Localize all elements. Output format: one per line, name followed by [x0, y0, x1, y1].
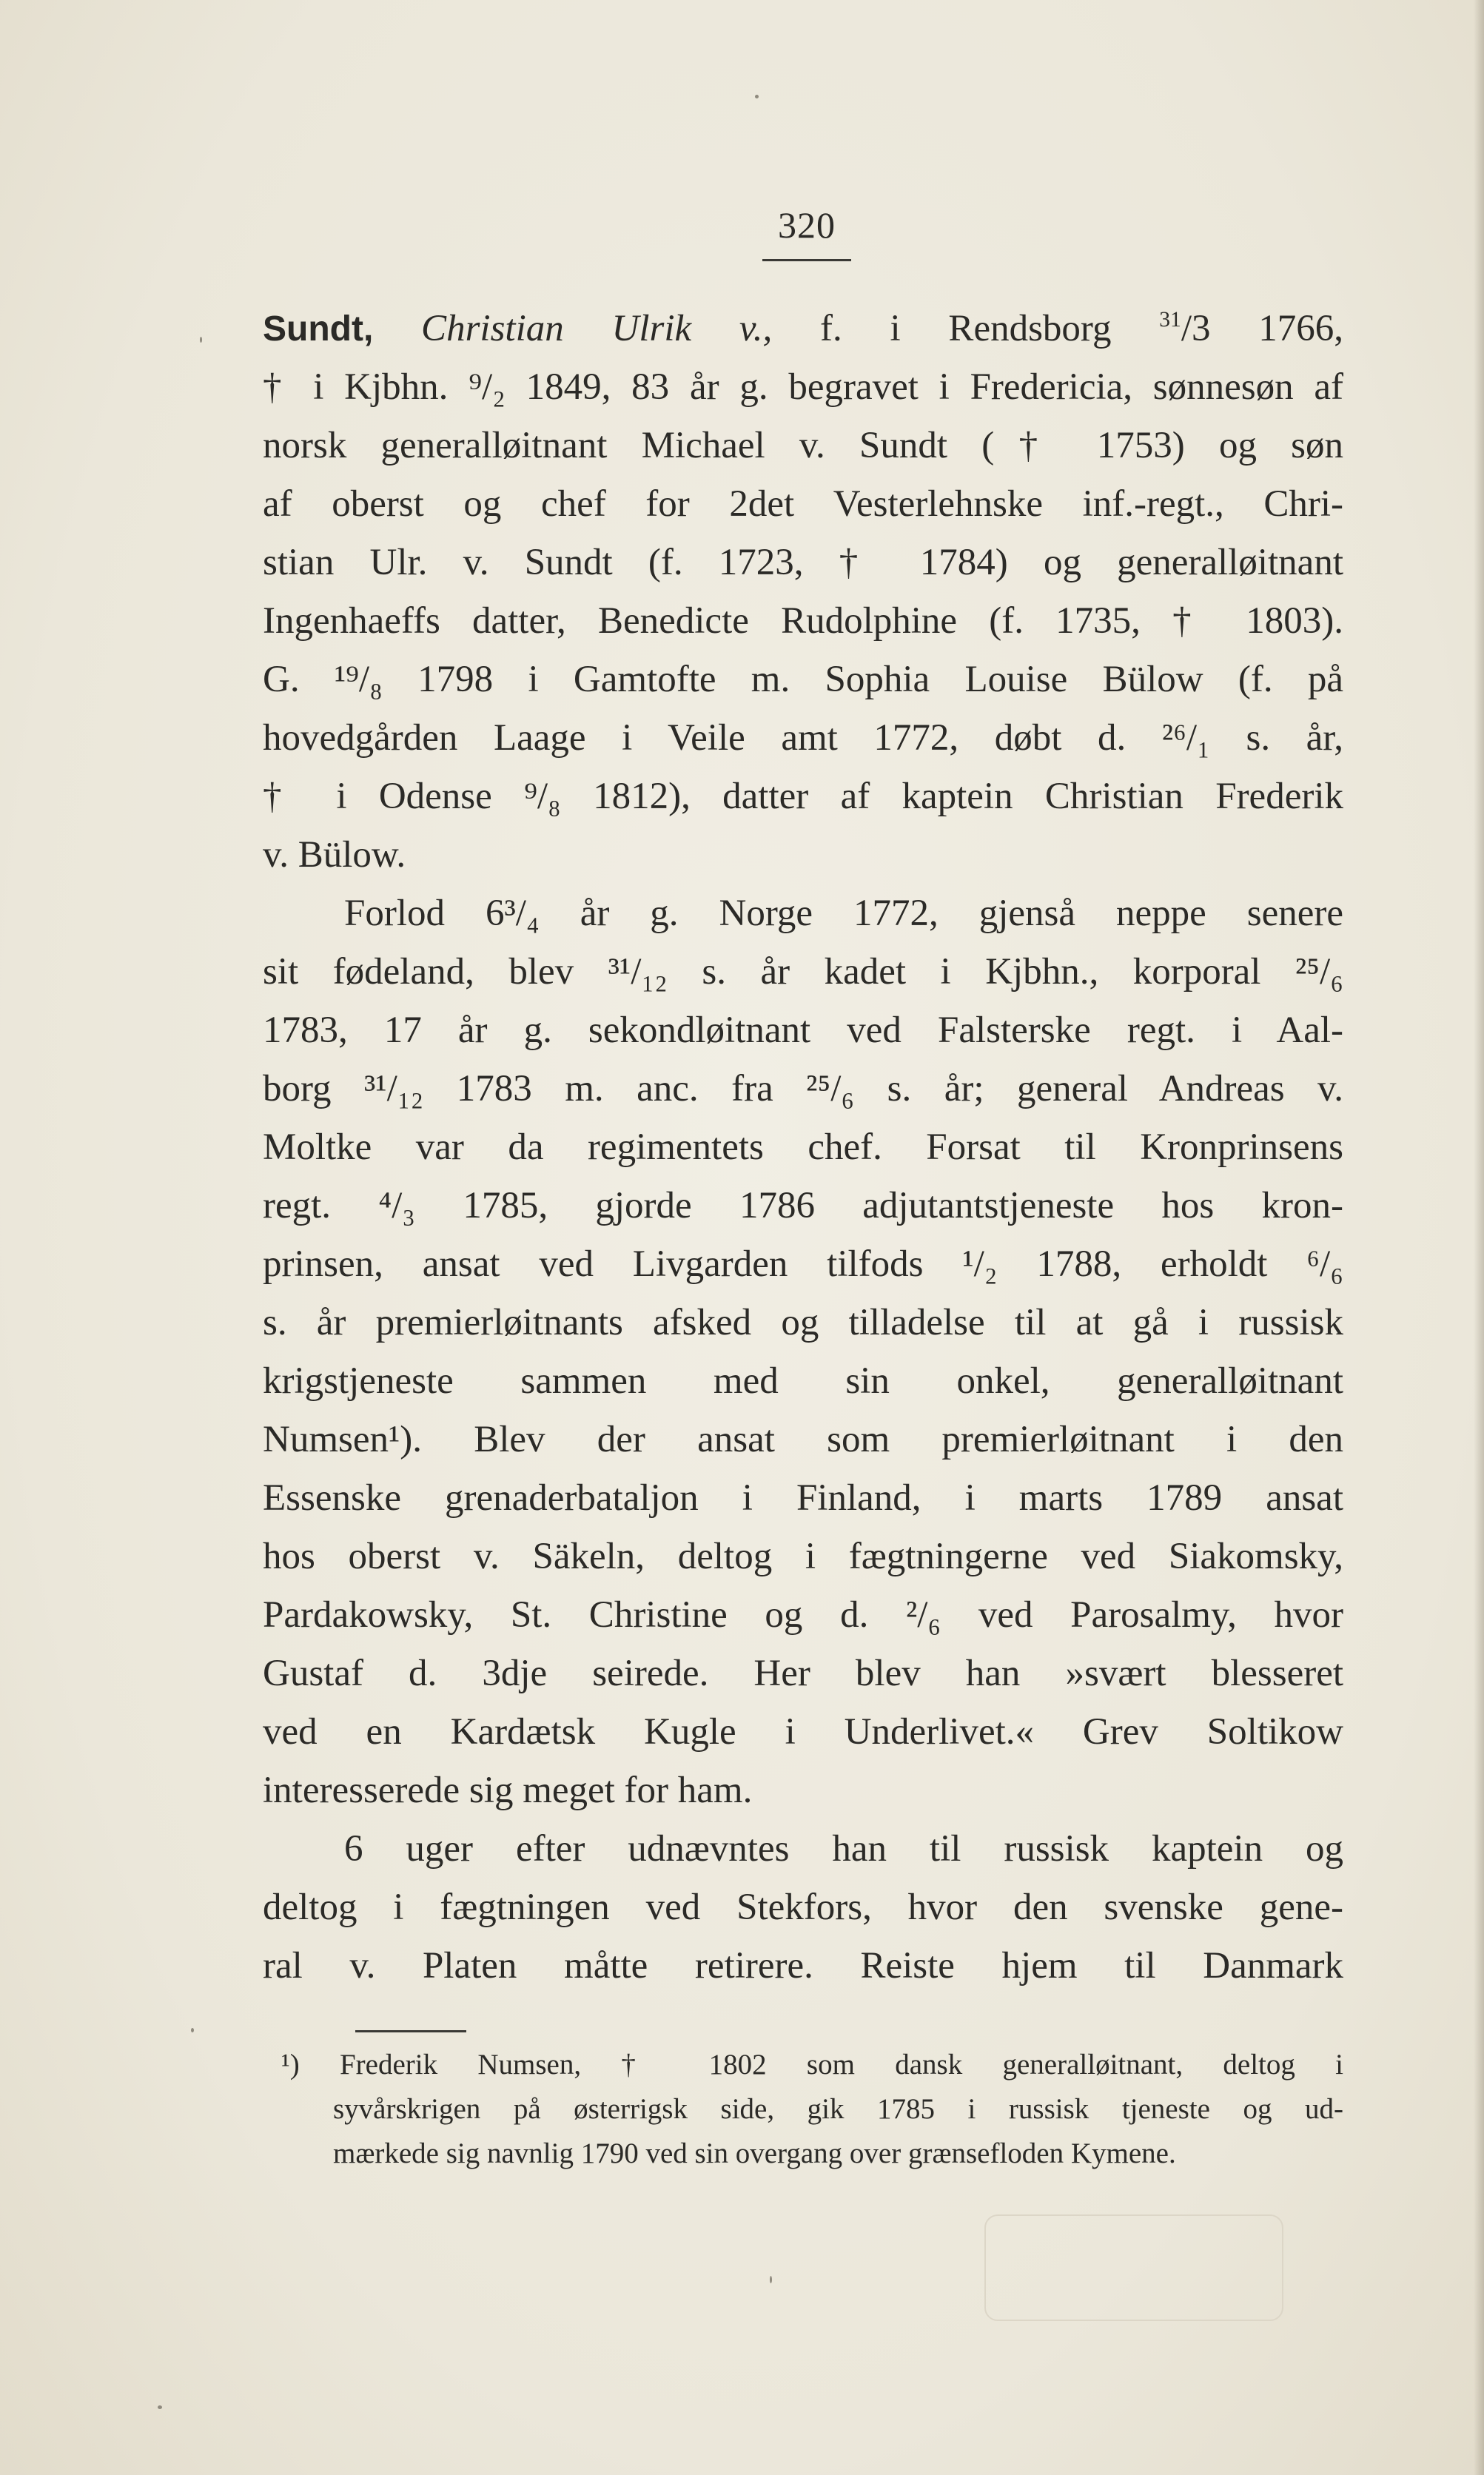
- text-line: v. Bülow.: [263, 834, 406, 876]
- text-line: 6 uger efter udnævntes han til russisk kaptein og: [344, 1828, 1343, 1870]
- page-number-rule: [762, 259, 851, 261]
- text-line: Numsen¹). Blev der ansat som premierløitnant i den: [263, 1419, 1343, 1460]
- text-line: norsk generalløitnant Michael v. Sundt († 1753) og søn: [263, 425, 1343, 466]
- text-line: Gustaf d. 3dje seirede. Her blev han »svært blesseret: [263, 1653, 1343, 1694]
- footnote-line: mærkede sig navnlig 1790 ved sin overgang over grænsefloden Kymene.: [333, 2138, 1176, 2169]
- text-line: G. ¹⁹/₈ 1798 i Gamtofte m. Sophia Louise Bülow (f. på: [263, 659, 1343, 700]
- main-text: [263, 300, 1343, 1995]
- entry-surname: Sundt,: [263, 309, 374, 349]
- footnote-line: syvårskrigen på østerrigsk side, gik 1785 i russisk tjeneste og ud-: [333, 2093, 1343, 2125]
- footnote: [281, 2043, 1343, 2176]
- text-line: hos oberst v. Säkeln, deltog i fægtningerne ved Siakomsky,: [263, 1536, 1343, 1577]
- birth-month-year: /3 1766,: [1181, 308, 1343, 349]
- text-line: 1783, 17 år g. sekondløitnant ved Falsterske regt. i Aal-: [263, 1010, 1343, 1051]
- footnote-rule: [355, 2030, 466, 2032]
- text-line: stian Ulr. v. Sundt (f. 1723, † 1784) og generalløitnant: [263, 542, 1343, 583]
- paper-speck: [200, 337, 202, 343]
- text-line: interesserede sig meget for ham.: [263, 1770, 753, 1811]
- text-line: Essenske grenaderbataljon i Finland, i marts 1789 ansat: [263, 1477, 1343, 1519]
- paper-speck: [191, 2028, 194, 2032]
- text-line: af oberst og chef for 2det Vesterlehnske inf.-regt., Chri-: [263, 483, 1343, 525]
- text-line: Moltke var da regimentets chef. Forsat til Kronprinsens: [263, 1126, 1343, 1168]
- faint-stamp-outline: [984, 2214, 1283, 2321]
- paper-speck: [770, 2276, 772, 2283]
- paper-speck: [158, 2405, 162, 2409]
- text-line: ral v. Platen måtte retirere. Reiste hjem til Danmark: [263, 1945, 1343, 1987]
- footnote-line: ¹) Frederik Numsen, † 1802 som dansk generalløitnant, deltog i: [281, 2049, 1343, 2081]
- text-line: [263, 300, 1343, 358]
- text-line: deltog i fægtningen ved Stekfors, hvor den svenske gene-: [263, 1887, 1343, 1928]
- text-line: hovedgården Laage i Veile amt 1772, døbt d. ²⁶/₁ s. år,: [263, 717, 1343, 759]
- text-line: ved en Kardætsk Kugle i Underlivet.« Grev Soltikow: [263, 1711, 1343, 1753]
- entry-birthplace: f. i Rendsborg: [772, 308, 1160, 349]
- text-line: sit fødeland, blev ³¹/₁₂ s. år kadet i Kjbhn., korporal ²⁵/₆: [263, 951, 1343, 993]
- birth-day: 31: [1159, 307, 1181, 332]
- text-line: Forlod 6³/₄ år g. Norge 1772, gjenså neppe senere: [344, 893, 1343, 934]
- entry-given-names: Christian Ulrik v.,: [421, 308, 773, 349]
- page-number: 320: [778, 204, 836, 246]
- text-line: regt. ⁴/₃ 1785, gjorde 1786 adjutantstjeneste hos kron-: [263, 1185, 1343, 1226]
- page-edge-shadow: [1474, 0, 1484, 2475]
- text-line: † i Kjbhn. ⁹/₂ 1849, 83 år g. begravet i Fredericia, sønnesøn af: [263, 366, 1343, 408]
- text-line: Ingenhaeffs datter, Benedicte Rudolphine (f. 1735, † 1803).: [263, 600, 1343, 642]
- text-line: krigstjeneste sammen med sin onkel, generalløitnant: [263, 1360, 1343, 1402]
- text-line: s. år premierløitnants afsked og tilladelse til at gå i russisk: [263, 1302, 1343, 1343]
- text-line: borg ³¹/₁₂ 1783 m. anc. fra ²⁵/₆ s. år; general Andreas v.: [263, 1068, 1343, 1109]
- text-line: prinsen, ansat ved Livgarden tilfods ¹/₂ 1788, erholdt ⁶/₆: [263, 1243, 1343, 1285]
- text-line: † i Odense ⁹/₈ 1812), datter af kaptein Christian Frederik: [263, 776, 1343, 817]
- paper-speck: [755, 95, 759, 98]
- text-line: Pardakowsky, St. Christine og d. ²/₆ ved Parosalmy, hvor: [263, 1594, 1343, 1636]
